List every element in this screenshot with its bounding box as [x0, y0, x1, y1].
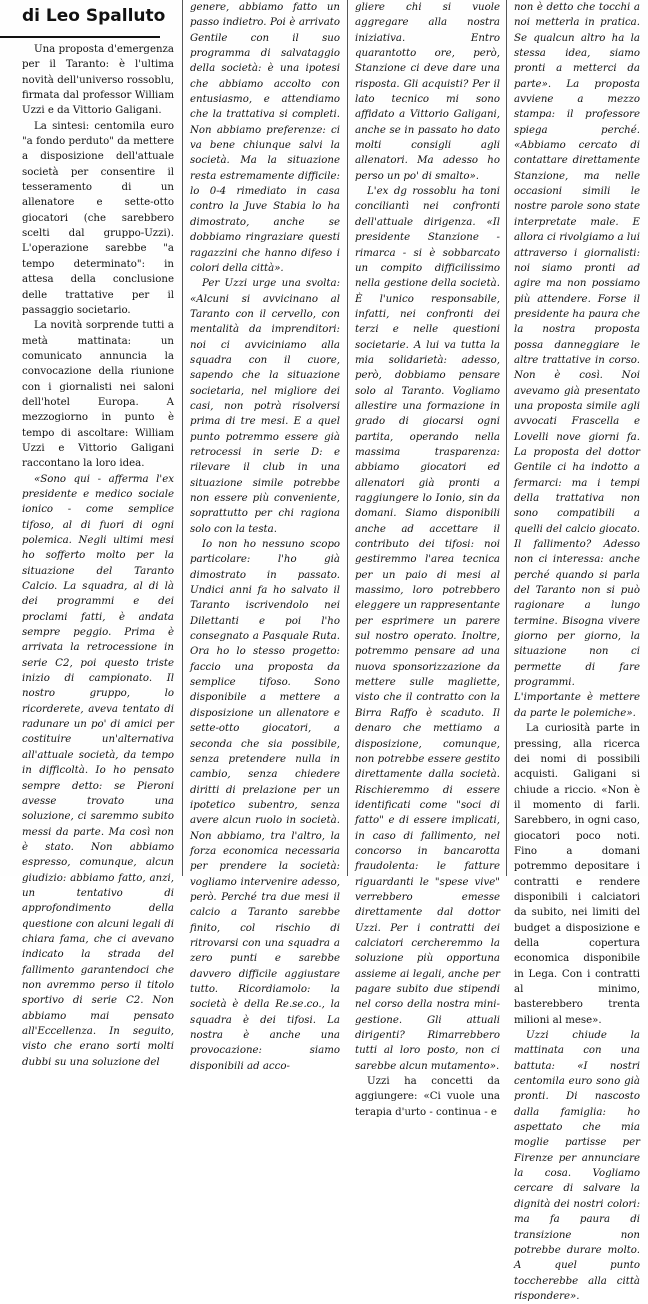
article-paragraph: Una proposta d'emergenza per il Taranto: è l'ultima novità dell'universo rossoblu, firmata dal professor William Uzzi e da Vittorio Galigani. [22, 44, 174, 117]
article-paragraph: gliere chi si vuole aggregare alla nostra iniziativa. Entro quarantotto ore, però, Stanzione ci deve dare una risposta. Gli acquisti? Per il lato tecnico mi sono affidato a Vittorio Galigani, anche se in passato ho dato molti consigli agli allenatori. Ma adesso ho perso un po' di smalto». [355, 2, 500, 182]
article-paragraph: La curiosità parte in pressing, alla ricerca dei nomi di possibili acquisti. Galigani si chiude a riccio. «Non è il momento di farli. Sarebbero, in ogni caso, giocatori poco noti. Fino a domani potremmo depositare i contratti e rendere disponibili i calciatori da subito, nei limiti del budget a disposizione e della copertura economica disponibile in Lega. Con i contratti al minimo, basterebbero trenta milioni al mese». [514, 723, 640, 1026]
article-paragraph: La sintesi: centomila euro "a fondo perduto" da mettere a disposizione dell'attuale società per consentire il tesseramento di un allenatore e sette-otto giocatori (che sarebbero scelti dal gruppo-Uzzi). L'operazione sarebbe "a tempo determinato": in attesa della conclusione delle trattative per il passaggio societario. [22, 120, 174, 316]
article-column-3 [355, 0, 500, 1118]
article-column-2 [190, 0, 340, 1072]
article-paragraph: L'ex dg rossoblu ha toni conciliantì nei confronti dell'attuale dirigenza. «Il presidente Stanzione - rimarca - si è sobbarcato un compito difficilissimo nella gestione della società. È l'unico responsabile, infatti, nei confronti dei terzi e nelle questioni societarie. A lui va tutta la mia solidarietà: adesso, però, dobbiamo pensare solo al Taranto. Vogliamo allestire una formazione in grado di giocarsi ogni partita, operando nella massima trasparenza: abbiamo giocatori ed allenatori già pronti a raggiungere lo Ionio, sin da domani. Siamo disponibili anche ad accettare il contributo dei tifosi: noi gestiremmo l'area tecnica per un paio di mesi al massimo, loro potrebbero eleggere un rappresentante per esprimere un parere sul nostro operato. Inoltre, potremmo pensare ad una nuova sponsorizzazione da mettere sulle magliette, visto che il contratto con la Birra Raffo è scaduto. Il denaro che mettiamo a disposizione, comunque, non potrebbe essere gestito direttamente dalla società. Rischieremmo di essere identificati come "soci di fatto" e di essere implicati, in caso di fallimento, nel concorso in bancarotta fraudolenta: le fatture riguardanti le "spese vive" verrebbero emesse direttamente dal dottor Uzzi. Per i contratti dei calciatori cercheremmo la soluzione più opportuna assieme ai legali, anche per pagare subito due stipendi nel corso della nostra mini-gestione. Gli attuali dirigenti? Rimarrebbero tutti al loro posto, non ci sarebbe alcun mutamento». [355, 186, 500, 1072]
article-column-1 [22, 42, 174, 1068]
column-divider [182, 0, 183, 876]
article-paragraph: Per Uzzi urge una svolta: «Alcuni si avvicinano al Taranto con il cervello, con mentalità da imprenditori: noi ci avviciniamo alla squadra con il cuore, sapendo che la situazione societaria, nel migliore dei casi, non potrà risolversi prima di tre mesi. E a quel punto potremmo essere già retrocessi in serie D: e rilevare il club in una situazione simile potrebbe non essere più conveniente, soprattutto per chi ragiona solo con la testa. [190, 278, 340, 535]
article-paragraph: Io non ho nessuno scopo particolare: l'ho già dimostrato in passato. Undici anni fa ho salvato il Taranto iscrivendolo nei Dilettanti e poi l'ho consegnato a Pasquale Ruta. Ora ho lo stesso progetto: faccio una proposta da semplice tifoso. Sono disponibile a mettere a disposizione un allenatore e sette-otto giocatori, a seconda che sia possibile, senza pretendere nulla in cambio, senza chiedere diritti di prelazione per un ipotetico subentro, senza avere alcun ruolo in società. Non abbiamo, tra l'altro, la forza economica necessaria per prendere la società: vogliamo intervenire adesso, però. Perché tra due mesi il calcio a Taranto sarebbe finito, col rischio di ritrovarsi con una squadra a zero punti e sarebbe davvero difficile aggiustare tutto. Ricordiamolo: la società è della Re.se.co., la squadra è dei tifosi. La nostra è anche una provocazione: siamo disponibili ad acco- [190, 539, 340, 1072]
article-paragraph: Uzzi chiude la mattinata con una battuta: «I nostri centomila euro sono già pronti. Di nascosto dalla famiglia: ho aspettato che mia moglie partisse per Firenze per annunciare la cosa. Vogliamo cercare di salvare la dignità dei nostri colori: ma fa paura di transizione non potrebbe durare molto. A quel punto toccherebbe alla città rispondere». [514, 1030, 640, 1302]
byline-box [0, 0, 166, 38]
article-paragraph: genere, abbiamo fatto un passo indietro. Poi è arrivato Gentile con il suo programma di salvataggio della società: è una ipotesi che abbiamo accolto con entusiasmo, e attendiamo che la trattativa si completi. Non abbiamo preferenze: ci va bene chiunque salvi la società. Ma la situazione resta estremamente difficile: lo 0-4 rimediato in casa contro la Juve Stabia lo ha dimostrato, anche se dobbiamo ringraziare questi ragazzini che hanno difeso i colori della città». [190, 2, 340, 274]
article-column-4 [514, 0, 640, 1302]
article-paragraph: La novità sorprende tutti a metà mattinata: un comunicato annuncia la convocazione della riunione con i giornalisti nei saloni dell'hotel Europa. A mezzogiorno in punto è tempo di ascoltare: William Uzzi e Vittorio Galigani raccontano la loro idea. [22, 320, 174, 470]
column-divider [347, 0, 348, 876]
column-divider [506, 0, 507, 876]
byline: di Leo Spalluto [22, 6, 166, 26]
article-paragraph: Uzzi ha concetti da aggiungere: «Ci vuole una terapia d'urto - continua - e [355, 1076, 500, 1118]
article-paragraph: non è detto che tocchi a noi metterla in pratica. Se qualcun altro ha la stessa idea, siamo pronti a metterci da parte». La proposta avviene a mezzo stampa: il professore spiega perché. «Abbiamo cercato di contattare direttamente Stanzione, ma nelle occasioni simili le nostre parole sono state interpretate male. E allora ci rivolgiamo a lui attraverso i giornalisti: noi siamo pronti ad agire ma non possiamo più attendere. Forse il presidente ha paura che la nostra proposta possa danneggiare le altre trattative in corso. Non è così. Noi avevamo già presentato una proposta simile agli avvocati Frascella e Lovelli nove giorni fa. La proposta del dottor Gentile ci ha indotto a fermarci: ma i tempi della trattativa non sono compatibili a quelli del calcio giocato. Il fallimento? Adesso non ci interessa: anche perché quando si parla del Taranto non si può ragionare a lungo termine. Bisogna vivere giorno per giorno, la situazione non ci permette di fare programmi. L'importante è mettere da parte le polemiche». [514, 2, 640, 719]
article-paragraph: «Sono qui - afferma l'ex presidente e medico sociale ionico - come semplice tifoso, al di fuori di ogni polemica. Negli ultimi mesi ho sofferto molto per la situazione del Taranto Calcio. La squadra, al di là dei programmi e dei proclami fatti, è andata sempre peggio. Prima è arrivata la retrocessione in serie C2, poi questo triste inizio di campionato. Il nostro gruppo, lo ricorderete, aveva tentato di radunare un po' di amici per costituire un'alternativa all'attuale società, da tempo in difficoltà. Io ho pensato sempre detto: se Pieroni avesse trovato una soluzione, ci saremmo subito messi da parte. Ma così non è stato. Non abbiamo espresso, comunque, alcun giudizio: abbiamo fatto, anzi, un tentativo di approfondimento della questione con alcuni legali di chiara fama, che ci avevano indicato la strada del fallimento garantendoci che non avremmo perso il titolo sportivo di serie C2. Non abbiamo mai pensato all'Eccellenza. In seguito, visto che erano sorti molti dubbi su una soluzione del [22, 473, 174, 1068]
